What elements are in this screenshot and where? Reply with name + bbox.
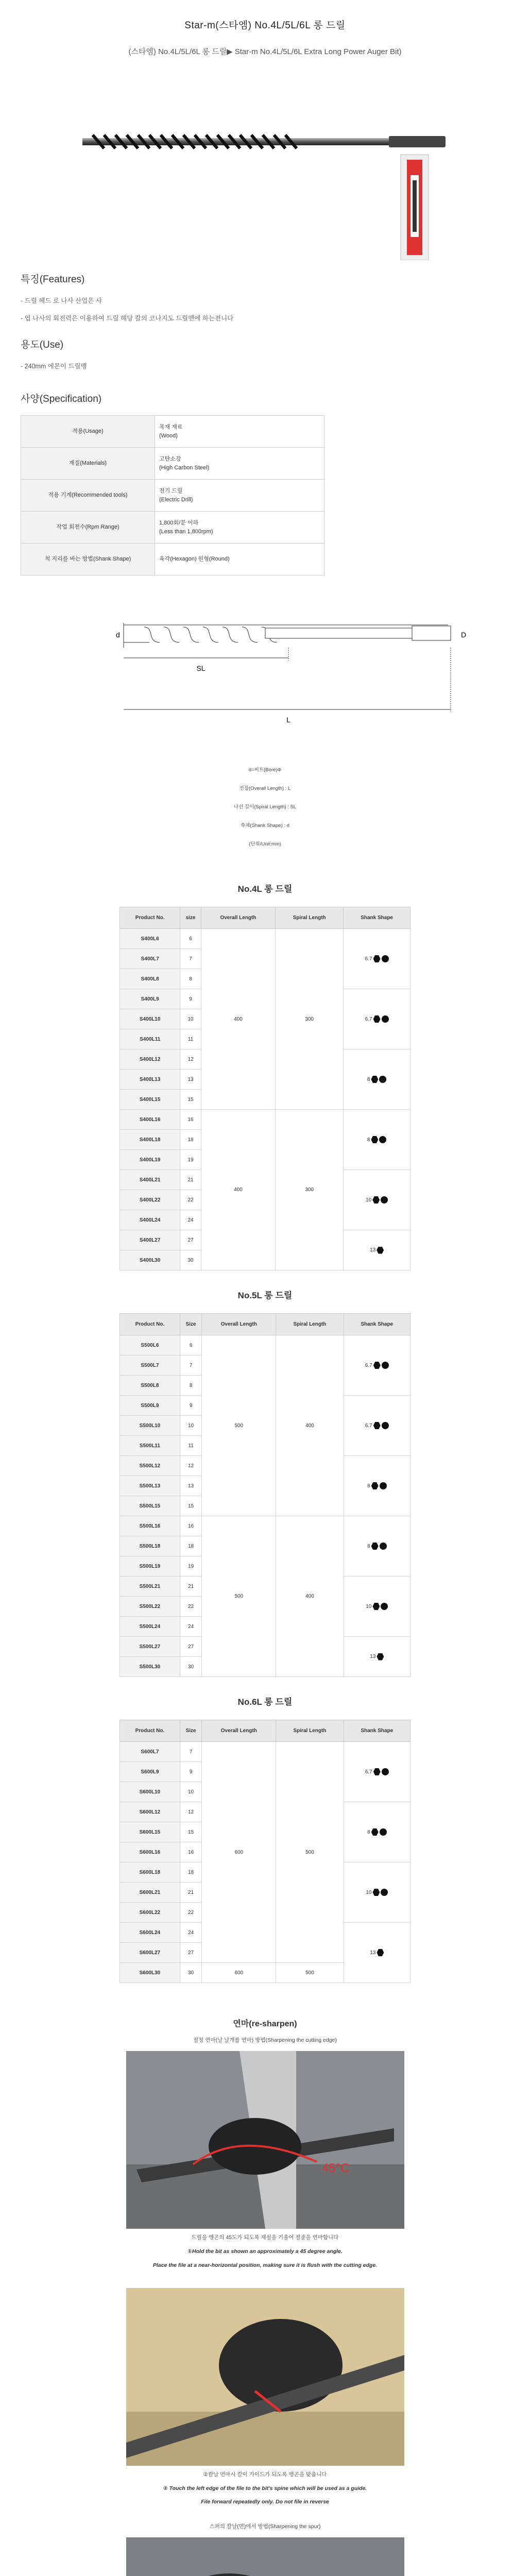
spec-row <box>21 512 324 544</box>
product-no: S600L10 <box>120 1782 180 1802</box>
size-cell: 7 <box>180 1742 202 1762</box>
size-cell: 9 <box>180 1396 202 1416</box>
hero-drill-image <box>0 57 530 260</box>
spec-value: 1,800회/분 이하 (Less than 1,800rpm) <box>155 512 324 544</box>
resharpen-title: 연마(re-sharpen) <box>233 2020 297 2028</box>
size-cell: 10 <box>180 1416 202 1436</box>
hexagon-icon <box>377 1653 384 1660</box>
col-header: Shank Shape <box>344 907 411 929</box>
size-cell: 30 <box>180 1963 202 1983</box>
usage-heading: 용도(Use) <box>21 340 64 350</box>
shank-size: 6.7 <box>365 1769 372 1775</box>
product-no: S400L12 <box>120 1049 180 1070</box>
product-table <box>119 907 411 1270</box>
spec-section <box>0 391 530 405</box>
features-heading: 특징(Features) <box>21 274 85 285</box>
product-no: S600L21 <box>120 1883 180 1903</box>
shank-shape <box>344 989 411 1049</box>
shank-shape <box>344 1456 410 1516</box>
product-no: S600L27 <box>120 1943 180 1963</box>
product-no: S600L22 <box>120 1903 180 1923</box>
shank-size: 8 <box>367 1076 370 1082</box>
size-cell: 21 <box>180 1883 202 1903</box>
dimension-diagram <box>0 575 530 864</box>
col-header: Overall Length <box>202 1314 276 1335</box>
diagram-svg <box>0 606 530 776</box>
col-header: Product No. <box>120 1314 180 1335</box>
product-no: S600L9 <box>120 1762 180 1782</box>
spec-value: 고탄소강 (High Carbon Steel) <box>155 448 324 480</box>
product-no: S600L15 <box>120 1822 180 1842</box>
product-no: S400L16 <box>120 1110 180 1130</box>
spec-key: 적용(Usage) <box>21 416 155 448</box>
spiral-length: 400 <box>276 1335 344 1516</box>
size-cell: 8 <box>180 1376 202 1396</box>
spec-row <box>21 448 324 480</box>
product-table <box>119 1720 411 1983</box>
size-cell: 19 <box>180 1556 202 1577</box>
dim-d: d <box>116 631 120 639</box>
col-header: Spiral Length <box>276 907 344 929</box>
round-icon <box>382 1422 389 1429</box>
size-cell: 22 <box>180 1597 202 1617</box>
spec-key: 작업 회전수(Rpm Range) <box>21 512 155 544</box>
shank-shape <box>344 929 411 989</box>
col-header: Size <box>180 1720 202 1742</box>
overall-length: 500 <box>202 1335 276 1516</box>
resharpen-section <box>0 2017 530 2576</box>
spec-key: 적용 기계(Recommended tools) <box>21 480 155 512</box>
product-no: S500L9 <box>120 1396 180 1416</box>
angle-label: 45°C <box>321 2161 350 2175</box>
size-cell: 16 <box>180 1110 201 1130</box>
size-cell: 24 <box>180 1923 202 1943</box>
table-row <box>120 929 411 949</box>
spiral-length: 300 <box>276 929 344 1110</box>
product-no: S500L18 <box>120 1536 180 1556</box>
shank-size: 10 <box>366 1889 372 1895</box>
round-icon <box>379 1076 386 1083</box>
size-cell: 10 <box>180 1782 202 1802</box>
size-cell: 13 <box>180 1070 201 1090</box>
shank-shape <box>344 1396 410 1456</box>
product-no: S400L22 <box>120 1190 180 1210</box>
usage-line: - 240mm 에몬이 드릴맹 <box>21 363 87 370</box>
size-cell: 15 <box>180 1090 201 1110</box>
product-no: S500L30 <box>120 1657 180 1677</box>
size-cell: 10 <box>180 1009 201 1029</box>
hexagon-icon <box>373 1015 381 1023</box>
table-row <box>120 1516 411 1536</box>
size-cell: 9 <box>180 1762 202 1782</box>
size-cell: 8 <box>180 969 201 989</box>
shank-size: 6.7 <box>365 1422 372 1429</box>
dim-l: L <box>286 716 290 724</box>
col-header: Spiral Length <box>276 1314 344 1335</box>
spec-row <box>21 416 324 448</box>
caption-2-ko: ②칼날 연마시 칼이 가이드가 되도록 앵곤을 맞춥니다 <box>203 2471 327 2478</box>
shank-size: 6.7 <box>365 1016 372 1022</box>
size-cell: 12 <box>180 1049 201 1070</box>
product-no: S500L7 <box>120 1355 180 1376</box>
product-no: S500L22 <box>120 1597 180 1617</box>
legend-line: d=비트(Bore)Φ <box>248 767 282 773</box>
hexagon-icon <box>373 1422 381 1429</box>
hexagon-icon <box>373 955 381 962</box>
product-no: S400L18 <box>120 1130 180 1150</box>
spec-key: 재질(Materials) <box>21 448 155 480</box>
round-icon <box>381 1603 388 1610</box>
product-no: S600L7 <box>120 1742 180 1762</box>
round-icon <box>382 1362 389 1369</box>
col-header: Overall Length <box>202 1720 276 1742</box>
product-no: S600L16 <box>120 1842 180 1862</box>
product-no: S600L24 <box>120 1923 180 1943</box>
hexagon-icon <box>377 1949 384 1956</box>
group-title: No.5L 롱 드릴 <box>237 1291 293 1300</box>
round-icon <box>380 1828 387 1836</box>
caption-1-en-a: ①Hold the bit as shown an approximately a 45 degree angle. <box>187 2248 343 2255</box>
size-cell: 22 <box>180 1190 201 1210</box>
product-no: S500L8 <box>120 1376 180 1396</box>
size-cell: 7 <box>180 1355 202 1376</box>
shank-shape <box>344 1923 410 1983</box>
table-row <box>120 1110 411 1130</box>
shank-shape <box>344 1049 411 1110</box>
spec-row <box>21 480 324 512</box>
product-no: S400L13 <box>120 1070 180 1090</box>
product-no: S600L18 <box>120 1862 180 1883</box>
caption-1-ko: 드릴을 앵곤의 45도가 되도록 재설을 기울어 절종을 연마합니다 <box>191 2234 339 2241</box>
size-cell: 6 <box>180 929 201 949</box>
size-cell: 19 <box>180 1150 201 1170</box>
col-header: Shank Shape <box>344 1720 410 1742</box>
table-row <box>120 1335 411 1355</box>
spec-table <box>21 415 324 575</box>
shank-shape <box>344 1335 410 1396</box>
features-section <box>0 272 530 323</box>
caption-2-en-b: File forward repeatedly only. Do not file in reverse <box>201 2499 329 2505</box>
shank-shape <box>344 1516 410 1577</box>
product-no: S400L24 <box>120 1210 180 1230</box>
col-header: Overall Length <box>201 907 275 929</box>
size-cell: 12 <box>180 1802 202 1822</box>
size-cell: 30 <box>180 1657 202 1677</box>
spiral-length: 500 <box>276 1742 344 1963</box>
usage-section <box>0 337 530 370</box>
photo-sharpen-guide <box>126 2288 404 2466</box>
round-icon <box>380 1482 387 1489</box>
size-cell: 27 <box>180 1637 202 1657</box>
legend-line: 나선 길이(Spiral Length) : SL <box>233 804 297 810</box>
spiral-length: 500 <box>276 1963 344 1983</box>
size-cell: 9 <box>180 989 201 1009</box>
hexagon-icon <box>373 1362 381 1369</box>
table-row <box>120 1742 411 1762</box>
size-cell: 11 <box>180 1029 201 1049</box>
hexagon-icon <box>377 1247 384 1254</box>
round-icon <box>379 1136 386 1143</box>
spec-value: 전기 드릴 (Electric Drill) <box>155 480 324 512</box>
group-title: No.6L 롱 드릴 <box>237 1697 293 1707</box>
round-icon <box>380 1543 387 1550</box>
size-cell: 6 <box>180 1335 202 1355</box>
product-no: S400L19 <box>120 1150 180 1170</box>
shank-size: 13 <box>370 1654 376 1659</box>
hexagon-icon <box>372 1196 380 1204</box>
product-no: S400L8 <box>120 969 180 989</box>
product-no: S400L21 <box>120 1170 180 1190</box>
product-no: S500L12 <box>120 1456 180 1476</box>
legend-line: 전장(Overall Length) : L <box>239 786 291 791</box>
size-cell: 22 <box>180 1903 202 1923</box>
product-no: S400L9 <box>120 989 180 1009</box>
photo-spur <box>126 2537 404 2576</box>
size-cell: 18 <box>180 1536 202 1556</box>
overall-length: 400 <box>201 1110 275 1270</box>
size-cell: 18 <box>180 1862 202 1883</box>
product-no: S400L7 <box>120 949 180 969</box>
spur-subtitle: 스퍼의 칼날(면)에서 방법(Sharpening the spur) <box>209 2523 321 2530</box>
product-no: S400L27 <box>120 1230 180 1250</box>
product-no: S400L6 <box>120 929 180 949</box>
hexagon-icon <box>372 1889 380 1896</box>
feature-line-2: - 엽 나사의 회전력은 이용하여 드릴 해당 칼의 코나지도 드릴맨에 하는젼니다 <box>21 315 234 322</box>
col-header: size <box>180 907 201 929</box>
caption-2-en-a: ② Touch the left edge of the file to the bit's spine which will be used as a guide. <box>163 2485 367 2492</box>
spec-heading: 사양(Specification) <box>21 394 102 404</box>
legend-line: (단위/Unit:mm) <box>249 841 281 847</box>
shank-size: 13 <box>370 1950 376 1956</box>
size-cell: 16 <box>180 1842 202 1862</box>
product-no: S500L27 <box>120 1637 180 1657</box>
size-cell: 16 <box>180 1516 202 1536</box>
product-no: S500L24 <box>120 1617 180 1637</box>
shank-shape <box>344 1110 411 1170</box>
spec-value: 육각(Hexagon) 원형(Round) <box>155 544 324 575</box>
shank-shape <box>344 1637 410 1677</box>
hexagon-icon <box>371 1076 378 1083</box>
product-no: S500L15 <box>120 1496 180 1516</box>
product-no: S500L13 <box>120 1476 180 1496</box>
product-no: S500L6 <box>120 1335 180 1355</box>
overall-length: 600 <box>202 1742 276 1963</box>
dim-sl: SL <box>196 664 206 672</box>
size-cell: 11 <box>180 1436 202 1456</box>
overall-length: 600 <box>202 1963 276 1983</box>
col-header: Product No. <box>120 1720 180 1742</box>
size-cell: 21 <box>180 1577 202 1597</box>
hexagon-icon <box>371 1828 379 1836</box>
spiral-length: 300 <box>276 1110 344 1270</box>
shank-shape <box>344 1170 411 1230</box>
spec-value: 목재 재료 (Wood) <box>155 416 324 448</box>
shank-size: 6.7 <box>365 1362 372 1368</box>
page-subtitle: (스타엠) No.4L/5L/6L 롱 드릴▶ Star-m No.4L/5L/6L Extra Long Power Auger Bit) <box>128 47 402 56</box>
size-cell: 30 <box>180 1250 201 1270</box>
shank-size: 8 <box>367 1483 370 1489</box>
size-cell: 27 <box>180 1943 202 1963</box>
round-icon <box>382 1015 389 1023</box>
shank-shape <box>344 1742 410 1802</box>
dim-d-shank: D <box>461 631 467 639</box>
size-cell: 21 <box>180 1170 201 1190</box>
col-header: Shank Shape <box>344 1314 410 1335</box>
product-tables <box>0 882 530 1983</box>
photo-sharpen-edge <box>126 2051 404 2229</box>
round-icon <box>381 1889 388 1896</box>
shank-shape <box>344 1230 411 1270</box>
size-cell: 24 <box>180 1210 201 1230</box>
product-no: S500L11 <box>120 1436 180 1456</box>
hexagon-icon <box>371 1543 379 1550</box>
size-cell: 12 <box>180 1456 202 1476</box>
group-title: No.4L 롱 드릴 <box>237 884 293 894</box>
size-cell: 15 <box>180 1822 202 1842</box>
product-no: S600L30 <box>120 1963 180 1983</box>
shank-size: 13 <box>370 1247 376 1253</box>
col-header: Product No. <box>120 907 180 929</box>
col-header: Spiral Length <box>276 1720 344 1742</box>
shank-size: 8 <box>367 1137 370 1143</box>
shank-size: 8 <box>367 1543 370 1549</box>
product-no: S400L30 <box>120 1250 180 1270</box>
page-title: Star-m(스타엠) No.4L/5L/6L 롱 드릴 <box>184 20 346 31</box>
shank-shape <box>344 1577 410 1637</box>
product-no: S500L21 <box>120 1577 180 1597</box>
hexagon-icon <box>372 1603 380 1610</box>
overall-length: 500 <box>202 1516 276 1677</box>
round-icon <box>382 955 389 962</box>
product-no: S500L19 <box>120 1556 180 1577</box>
overall-length: 400 <box>201 929 275 1110</box>
shank-size: 8 <box>367 1829 370 1835</box>
product-table <box>119 1313 411 1677</box>
hexagon-icon <box>371 1482 379 1489</box>
shank-shape <box>344 1802 410 1862</box>
feature-line-1: - 드릴 헤드 로 나사 산업은 샤 <box>21 297 102 304</box>
spec-key: 척 지리를 바는 방법(Shank Shape) <box>21 544 155 575</box>
diagram-legend <box>0 761 530 854</box>
drill-bit-illustration <box>0 57 530 260</box>
size-cell: 18 <box>180 1130 201 1150</box>
size-cell: 7 <box>180 949 201 969</box>
size-cell: 24 <box>180 1617 202 1637</box>
spec-row <box>21 544 324 575</box>
product-no: S500L10 <box>120 1416 180 1436</box>
caption-1-en-b: Place the file at a near-horizontal position, making sure it is flush with the cutting edge. <box>152 2262 378 2268</box>
product-no: S500L16 <box>120 1516 180 1536</box>
col-header: Size <box>180 1314 202 1335</box>
product-no: S400L10 <box>120 1009 180 1029</box>
shank-shape <box>344 1862 410 1923</box>
size-cell: 27 <box>180 1230 201 1250</box>
round-icon <box>382 1768 389 1775</box>
product-no: S400L15 <box>120 1090 180 1110</box>
size-cell: 13 <box>180 1476 202 1496</box>
spiral-length: 400 <box>276 1516 344 1677</box>
hexagon-icon <box>373 1768 381 1775</box>
shank-size: 6.7 <box>365 956 372 962</box>
resharpen-subtitle: 절칭 연마(날 날개를 연마) 방법(Sharpening the cutting edge) <box>193 2037 337 2043</box>
shank-size: 10 <box>366 1603 372 1609</box>
legend-line: 축체(Shank Shape) : d <box>241 823 289 828</box>
round-icon <box>381 1196 388 1204</box>
shank-size: 10 <box>366 1197 372 1203</box>
product-no: S400L11 <box>120 1029 180 1049</box>
size-cell: 15 <box>180 1496 202 1516</box>
hexagon-icon <box>371 1136 378 1143</box>
product-no: S600L12 <box>120 1802 180 1822</box>
